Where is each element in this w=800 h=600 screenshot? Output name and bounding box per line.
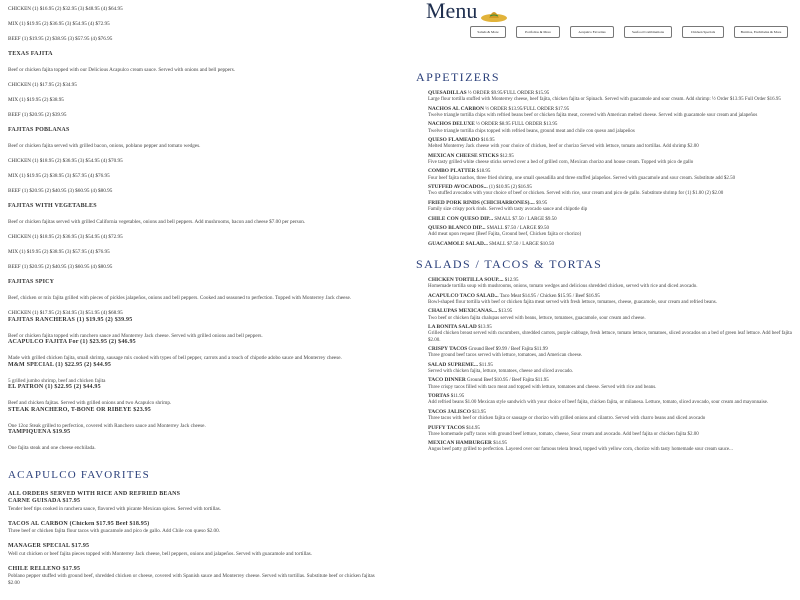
price-line: CHICKEN (1) $18.95 (2) $36.95 (3) $54.95 (4) $70.95 bbox=[8, 158, 123, 164]
spacer bbox=[8, 512, 390, 521]
menu-item-name: NACHOS AL CARBON bbox=[428, 105, 485, 112]
menu-item bbox=[428, 184, 794, 198]
menu-item-price: $13.95 bbox=[470, 409, 486, 415]
right-column bbox=[416, 70, 794, 456]
menu-item-price: SMALL $7.50 / LARGE $9.50 bbox=[493, 216, 557, 222]
menu-item-description: Three ground beef tacos served with lettuce, tomatoes, and American cheese. bbox=[428, 353, 583, 359]
category-tabs bbox=[470, 26, 790, 40]
menu-item-price: ½ ORDER $8.95 FULL ORDER $13.95 bbox=[474, 122, 558, 128]
menu-item-name: CHILE CON QUESO DIP... bbox=[428, 215, 494, 222]
menu-item-name: COMBO PLATTER bbox=[428, 168, 476, 175]
menu-item-price: $12.95 bbox=[498, 153, 514, 159]
appetizers-title: APPETIZERS bbox=[416, 70, 501, 84]
menu-item-name: STUFFED AVOCADOS... bbox=[428, 184, 488, 191]
menu-item-name: LA BONITA SALAD bbox=[428, 324, 477, 331]
menu-item-description: Three beef or chicken fajita flour tacos with guacamole and pico de gallo. Add Chile con queso $2.00. bbox=[8, 528, 221, 535]
price-line: BEEF (1) $20.95 (2) $39.95 bbox=[8, 112, 67, 118]
menu-item-name: GUACAMOLE SALAD... bbox=[428, 240, 488, 247]
price-line: BEEF (1) $19.95 (2) $38.95 (3) $57.95 (4) $76.95 bbox=[8, 36, 113, 42]
menu-item-description: Family size crispy pork rinds. Served with tasty avocado sauce and chipotle dip bbox=[428, 207, 588, 213]
menu-section-heading: CARNE GUISADA $17.95 bbox=[8, 498, 81, 505]
menu-item bbox=[428, 440, 794, 454]
spacer bbox=[8, 437, 390, 446]
menu-item-description: Two beef or chicken fajita chalupas served with beans, lettuce, tomatoes, guacamole, sour cream and cheese. bbox=[428, 315, 646, 321]
menu-item-description: Twelve triangle tortilla chips topped with refried beans, ground meat and chile con queso and jalapeños bbox=[428, 128, 635, 134]
menu-item-price: Ground Beef $10.95 / Beef Fajita $11.95 bbox=[465, 378, 549, 384]
menu-section-heading: FAJITAS WITH VEGETABLES bbox=[8, 203, 97, 209]
spacer bbox=[8, 43, 390, 52]
menu-item-description: Served with chicken fajita, lettuce, tomatoes, cheese and sliced avocado. bbox=[428, 369, 574, 374]
spacer bbox=[8, 414, 390, 423]
menu-item-description: Beef or chicken fajita served with grilled bacon, onions, poblano pepper and tomato wedges. bbox=[8, 143, 201, 149]
menu-item-description: Two stuffed avocados with your choice of beef or chicken. Served with rice, sour cream and pico de gallo. Substitute shrimp for (1) $1.00 (2) $2.00 bbox=[428, 191, 724, 197]
menu-item-description: Four beef fajita nachos, three fried shrimp, one small quesadilla and three stuffed jalapeños. Served with guacamole and sour cream. Substitute add $2.50 bbox=[428, 175, 736, 181]
price-line: MIX (1) $19.95 (2) $38.95 (3) $57.95 (4) $76.95 bbox=[8, 249, 110, 255]
menu-item bbox=[428, 225, 794, 239]
menu-item-description: Beef and chicken fajitas. Served with grilled onions and two Acapulco shrimp. bbox=[8, 400, 172, 406]
spacer bbox=[8, 59, 390, 68]
spacer bbox=[8, 211, 390, 220]
appetizers-list bbox=[416, 90, 794, 248]
menu-item-description: Beef or chicken fajita topped with ranchero sauce and Monterrey Jack cheese. Served with grilled onions and bell peppers. bbox=[8, 332, 263, 339]
menu-item-name: TORTAS bbox=[428, 393, 450, 400]
menu-item bbox=[428, 216, 794, 223]
price-line: BEEF (1) $20.95 (2) $40.95 (3) $60.95 (4) $80.95 bbox=[8, 188, 113, 194]
menu-item bbox=[428, 137, 794, 151]
menu-item-description: Beef or chicken fajitas served with grilled California vegetables, onions and bell peppers. Add mushrooms, bacon and cheese $7.00 per person. bbox=[8, 219, 306, 225]
menu-item-price: $16.95 bbox=[479, 138, 495, 144]
menu-section-heading: ACAPULCO FAVORITES bbox=[8, 468, 150, 481]
menu-item-description: Grilled chicken breast served with cucumbers, shredded carrots, purple cabbage, fresh lettuce, tomato lettuce, tomatoes, sliced avocados on a bed of green leaf lettuce. Add beef fajita $2.00. bbox=[428, 331, 792, 343]
spacer bbox=[8, 482, 390, 491]
menu-item-name: QUESADILLAS bbox=[428, 90, 467, 96]
left-column bbox=[8, 6, 390, 586]
menu-section-heading: FAJITAS POBLANAS bbox=[8, 127, 70, 133]
menu-item-name: SALAD SUPREME... bbox=[428, 361, 479, 368]
menu-item bbox=[428, 308, 794, 322]
menu-section-heading: M&M SPECIAL (1) $22.95 (2) $44.95 bbox=[8, 361, 112, 368]
tab-salads-more[interactable]: Salads & More bbox=[470, 26, 506, 38]
menu-item-name: CHICKEN TORTILLA SOUP.... bbox=[428, 277, 504, 284]
menu-section-heading: FAJITAS RANCHERAS (1) $19.95 (2) $39.95 bbox=[8, 316, 133, 323]
spacer bbox=[8, 302, 390, 311]
price-line: MIX (1) $19.95 (2) $38.95 bbox=[8, 97, 64, 103]
menu-item-price: $18.95 bbox=[475, 169, 491, 175]
spacer bbox=[8, 535, 390, 544]
menu-item-name: FRIED PORK RINDS (CHICHARRONES).... bbox=[428, 199, 535, 206]
spacer bbox=[8, 180, 390, 189]
menu-section-heading: CHILE RELLENO $17.95 bbox=[8, 565, 81, 572]
menu-item-description: Twelve triangle tortilla chips with refried beans beef or chicken fajita meat, covered with American melted cheese. Served with guacamole sour cream and jalapeños bbox=[428, 112, 758, 118]
menu-item-price: $14.95 bbox=[464, 425, 480, 431]
menu-item-name: CRISPY TACOS bbox=[428, 346, 468, 353]
price-line: MIX (1) $19.95 (2) $36.95 (3) $54.95 (4) $72.95 bbox=[8, 21, 110, 27]
menu-item bbox=[428, 168, 794, 182]
menu-item-description: Three tacos with beef or chicken fajita or sausage or chorizo with grilled onions and cilantro. Served with charro beans and sliced avocado bbox=[428, 416, 706, 422]
menu-item-price: $11.95 bbox=[449, 394, 465, 400]
spacer bbox=[8, 74, 390, 83]
menu-item bbox=[428, 121, 794, 135]
spacer bbox=[8, 256, 390, 265]
spacer bbox=[8, 460, 390, 469]
menu-item-price: (1) $10.95 (2) $16.95 bbox=[487, 185, 532, 191]
price-line: CHICKEN (1) $16.95 (2) $32.95 (3) $48.95 (4) $64.95 bbox=[8, 6, 123, 12]
spacer bbox=[8, 165, 390, 174]
menu-item bbox=[428, 106, 794, 120]
spacer bbox=[8, 104, 390, 113]
spacer bbox=[8, 347, 390, 356]
spacer bbox=[8, 28, 390, 37]
menu-item-price: $9.95 bbox=[534, 200, 548, 206]
spacer bbox=[8, 557, 390, 566]
tab-seafood-combinations[interactable]: Seafood Combinations bbox=[624, 26, 672, 38]
menu-item-description: Homemade tortilla soup with mushrooms, onions, tomato wedges and delicious shredded chicken, served with rice and diced avocado. bbox=[428, 284, 698, 290]
menu-item-description: Poblano pepper stuffed with ground beef, shredded chicken or cheese, covered with Spanish sauce and Monterrey cheese. Served with tortillas. Substitute beef or chicken fajitas bbox=[8, 573, 375, 580]
menu-item bbox=[428, 277, 794, 291]
menu-item bbox=[428, 362, 794, 376]
menu-item-price: SMALL $7.50 / LARGE $9.50 bbox=[485, 225, 550, 231]
spacer bbox=[8, 13, 390, 22]
spacer bbox=[8, 119, 390, 128]
spacer bbox=[8, 226, 390, 235]
tab-acapulco-favorites[interactable]: Acapulco Favorites bbox=[570, 26, 614, 38]
salads-list bbox=[416, 277, 794, 454]
menu-section-heading: EL PATRON (1) $22.95 (2) $44.95 bbox=[8, 384, 101, 390]
tab-burritos-enchiladas-more[interactable]: Burritos, Enchiladas & More bbox=[734, 26, 788, 38]
menu-item-description: Beef, chicken or mix fajita grilled with pieces of pickles jalapeños, onions and bell peppers. Cooked and seasoned to perfection. Topped with Monterrey Jack cheese. bbox=[8, 295, 352, 301]
price-line: MIX (1) $19.95 (2) $38.95 (3) $57.95 (4) $76.95 bbox=[8, 173, 110, 179]
menu-section-heading: FAJITAS SPICY bbox=[8, 279, 55, 285]
menu-item bbox=[428, 90, 794, 104]
spacer bbox=[8, 241, 390, 250]
menu-header bbox=[426, 0, 786, 60]
menu-section-heading: ALL ORDERS SERVED WITH RICE AND REFRIED BEANS bbox=[8, 490, 181, 497]
menu-item-description: Beef or chicken fajita topped with our Delicious Acapulco cream sauce. Served with onions and bell peppers. bbox=[8, 67, 236, 73]
menu-item-name: QUESO FLAMEADO bbox=[428, 137, 480, 144]
page-title: Menu bbox=[426, 0, 478, 23]
spacer bbox=[8, 324, 390, 333]
menu-item-price: $13.95 bbox=[497, 309, 513, 315]
menu-item-name: MEXICAN HAMBURGER bbox=[428, 440, 492, 447]
menu-item bbox=[428, 324, 794, 344]
price-line: BEEF (1) $20.95 (2) $40.95 (3) $60.95 (4) $80.95 bbox=[8, 264, 113, 270]
menu-item-description: $2.00 bbox=[8, 579, 20, 586]
price-line: CHICKEN (1) $18.95 (2) $36.95 (3) $54.95 (4) $72.95 bbox=[8, 234, 123, 240]
menu-item bbox=[428, 393, 794, 407]
menu-section-heading: MANAGER SPECIAL $17.95 bbox=[8, 543, 90, 550]
menu-item bbox=[428, 409, 794, 423]
menu-item-price: ½ ORDER $9.95/FULL ORDER $15.95 bbox=[466, 91, 550, 96]
menu-item-name: PUFFY TACOS bbox=[428, 424, 465, 431]
menu-item-price: ½ ORDER $13.95/FULL ORDER $17.95 bbox=[484, 106, 570, 112]
menu-item-description: Melted Monterrey Jack cheese with your choice of chicken, beef or chorizo Served with lettuce, tomato and tortillas. Add shrimp $2.00 bbox=[428, 144, 699, 150]
spacer bbox=[8, 89, 390, 98]
menu-item-name: MEXICAN CHEESE STICKS bbox=[428, 152, 499, 159]
menu-item-description: Made with grilled chicken fajita, small shrimp, sausage mix cooked with types of bell pepper, carrots and a touch of chipotle adobo sauce and Monterrey cheese. bbox=[8, 355, 342, 361]
menu-item-description: Large flour tortilla stuffed with Monterrey cheese, beef fajita, chicken fajita or Spinach. Served with guacamole and sour cream. Add shrimp: ½ Order $13.95 Full Order $16.95 bbox=[428, 97, 781, 103]
spacer bbox=[8, 271, 390, 280]
price-line: CHICKEN (1) $17.95 (2) $34.95 (3) $51.95 (4) $68.95 bbox=[8, 310, 123, 316]
spacer bbox=[8, 150, 390, 159]
menu-item-description: Tender beef tips cooked in ranchera sauce, flavored with picante Mexican spices. Served with tortillas. bbox=[8, 505, 221, 512]
spacer bbox=[8, 195, 390, 204]
menu-item-description: Add refried beans $1.00 Mexican style sandwich with your choice of beef fajita, chicken fajita, or milanesa. Lettuce, tomato, sliced avocado, sour cream and mayonnaise. bbox=[428, 400, 769, 406]
spacer bbox=[8, 392, 390, 401]
sombrero-logo-icon bbox=[480, 6, 508, 24]
menu-item-name: CHALUPAS MEXICANAS.... bbox=[428, 308, 498, 315]
menu-item-price: $13.95 bbox=[476, 325, 492, 331]
menu-item-price: $12.95 bbox=[503, 278, 519, 284]
menu-item-name: NACHOS DELUXE bbox=[428, 121, 475, 128]
menu-item-description: One 12oz Steak grilled to perfection, covered with Ranchero sauce and Monterrey Jack cheese. bbox=[8, 422, 206, 429]
menu-item-description: Five tasty grilled white cheese sticks served over a bed of grilled corn, Mexican chorizo and house cream. Topped with pico de gallo bbox=[428, 160, 694, 165]
menu-item-description: Angus beef patty grilled to perfection. Layered over our famous telera bread, topped with yellow corn, chorizo with tasty homemade sour cream sauce... bbox=[428, 447, 733, 453]
menu-item-price: SMALL $7.50 / LARGE $10.50 bbox=[487, 241, 554, 247]
menu-item-description: One fajita steak and one cheese enchilada. bbox=[8, 445, 96, 451]
tab-portfolios-more[interactable]: Portfolios & More bbox=[516, 26, 560, 38]
menu-section-heading: ACAPULCO FAJITA For (1) $23.95 (2) $46.95 bbox=[8, 339, 136, 345]
menu-item-description: Add meat upon request (Beef Fajita, Ground beef, Chicken fajita or chorizo) bbox=[428, 232, 582, 238]
menu-section-heading: TEXAS FAJITA bbox=[8, 51, 53, 57]
menu-item-price: Taco Meat $14.95 / Chicken $15.95 / Beef $16.95 bbox=[498, 293, 600, 299]
salads-title: SALADS / TACOS & TORTAS bbox=[416, 257, 603, 272]
price-line: CHICKEN (1) $17.95 (2) $34.95 bbox=[8, 82, 77, 88]
menu-item-description: Three crispy tacos filled with taco meat and topped with lettuce, tomatoes and cheese. Served with rice and beans. bbox=[428, 384, 657, 390]
spacer bbox=[8, 135, 390, 144]
menu-item-description: 5 grilled jumbo shrimp, beef and chicken fajita bbox=[8, 377, 106, 384]
spacer bbox=[8, 369, 390, 378]
menu-item bbox=[428, 241, 794, 248]
spacer bbox=[8, 287, 390, 296]
menu-item-price: $14.95 bbox=[491, 441, 507, 447]
menu-item bbox=[428, 346, 794, 360]
menu-item bbox=[428, 377, 794, 391]
menu-item bbox=[428, 425, 794, 439]
menu-item-name: TACOS JALISCO bbox=[428, 408, 471, 415]
menu-section-heading: STEAK RANCHERO, T-BONE OR RIBEYE $23.95 bbox=[8, 406, 151, 413]
menu-item-name: ACAPULCO TACO SALAD... bbox=[428, 292, 499, 299]
menu-item-description: Bowl-shaped flour tortilla with beef or chicken fajita meat served with fresh lettuce, tomatoes, cheese, guacamole, sour cream and refried beans. bbox=[428, 300, 717, 305]
menu-section-heading: TACOS AL CARBON (Chicken $17.95 Beef $18.95) bbox=[8, 520, 150, 527]
spacer bbox=[8, 452, 390, 461]
menu-item-name: TACO DINNER bbox=[428, 377, 466, 384]
menu-item-price: Ground Beef $9.99 / Beef Fajita $11.99 bbox=[467, 347, 548, 353]
menu-item-name: QUESO BLANCO DIP... bbox=[428, 224, 486, 231]
tab-chicken-specials[interactable]: Chicken Specials bbox=[682, 26, 724, 38]
menu-item bbox=[428, 153, 794, 167]
menu-item bbox=[428, 200, 794, 214]
menu-item-description: Three homemade puffy tacos with ground beef lettuce, tomato, cheese, Sour cream and avocado. Add beef fajita or chicken fajita $2.00 bbox=[428, 431, 699, 437]
menu-section-heading: TAMPIQUEÑA $19.95 bbox=[8, 429, 71, 435]
menu-item-price: $11.95 bbox=[478, 362, 493, 368]
menu-item-description: Well cut chicken or beef fajita pieces topped with Monterrey Jack cheese, bell peppers, onions and jalapeños. Served with guacamole and tortillas. bbox=[8, 550, 312, 557]
menu-item bbox=[428, 293, 794, 307]
